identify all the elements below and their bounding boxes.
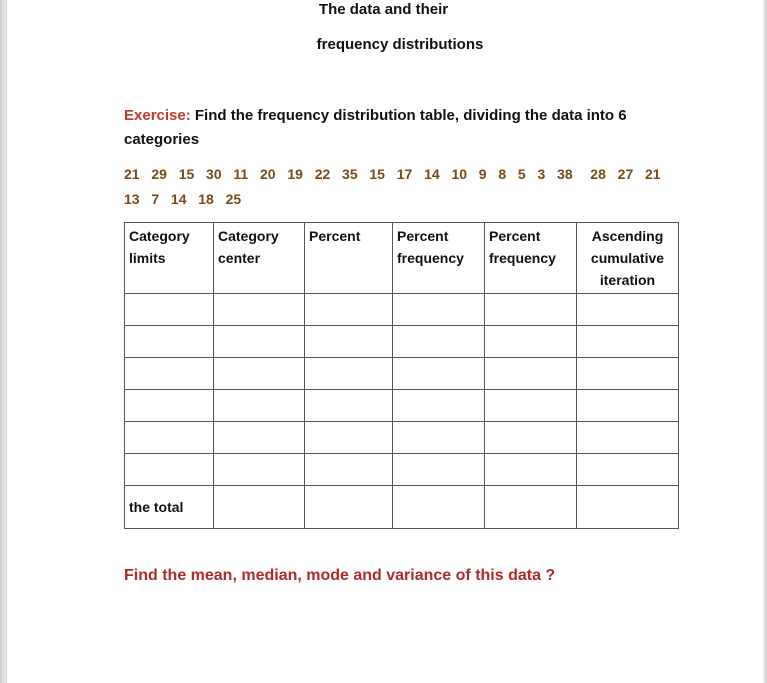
table-row [125, 358, 679, 390]
table-cell [305, 326, 393, 358]
table-row [125, 326, 679, 358]
exercise-label: Exercise: [124, 107, 191, 124]
header-percent-frequency-2: Percent frequency [485, 223, 577, 294]
frequency-distribution-table [124, 222, 679, 529]
table-cell [214, 390, 305, 422]
table-cell [393, 486, 485, 529]
page-title-line-2: frequency distributions [316, 36, 484, 53]
table-cell [577, 294, 679, 326]
table-cell [577, 326, 679, 358]
table-cell [125, 294, 214, 326]
header-percent-frequency: Percent frequency [393, 223, 485, 294]
page-title-line-1: The data and their [318, 1, 449, 18]
table-total-row [125, 486, 679, 529]
header-percent: Percent [305, 223, 393, 294]
table-cell [125, 454, 214, 486]
table-row [125, 294, 679, 326]
table-cell [485, 454, 577, 486]
table-cell [125, 358, 214, 390]
data-values-line-2: 13 7 14 18 25 [124, 191, 242, 207]
table-cell [393, 390, 485, 422]
table-cell [214, 294, 305, 326]
table-cell [393, 294, 485, 326]
exercise-text: Find the frequency distribution table, dividing the data into 6 categories [124, 107, 627, 148]
table-cell [485, 358, 577, 390]
page-left-edge [0, 0, 7, 683]
table-cell [214, 326, 305, 358]
table-cell [577, 454, 679, 486]
header-category-limits: Category limits [125, 223, 214, 294]
header-ascending-cumulative-iteration: Ascending cumulative iteration [577, 223, 679, 294]
table-cell [393, 454, 485, 486]
table-cell [305, 486, 393, 529]
table-cell [305, 454, 393, 486]
table-cell [393, 358, 485, 390]
table-cell [485, 326, 577, 358]
table-row [125, 390, 679, 422]
table-cell [485, 422, 577, 454]
data-values [124, 162, 704, 212]
table-cell [577, 358, 679, 390]
table-cell [305, 422, 393, 454]
table-cell [393, 422, 485, 454]
table-cell [125, 326, 214, 358]
table-cell [577, 390, 679, 422]
table-header-row [125, 223, 679, 294]
page-right-edge [763, 0, 767, 683]
table-cell [577, 486, 679, 529]
table-cell [214, 454, 305, 486]
table-cell [485, 390, 577, 422]
table-cell [125, 422, 214, 454]
question-text: Find the mean, median, mode and variance of this data ? [124, 567, 556, 584]
table-cell [214, 422, 305, 454]
table-cell [214, 358, 305, 390]
table-cell [485, 294, 577, 326]
table-cell [305, 358, 393, 390]
table-cell [577, 422, 679, 454]
table-row [125, 422, 679, 454]
total-label: the total [125, 486, 214, 529]
header-category-center: Category center [214, 223, 305, 294]
table-cell [393, 326, 485, 358]
table-cell [125, 390, 214, 422]
table-cell [485, 486, 577, 529]
data-values-line-1: 21 29 15 30 11 20 19 22 35 15 17 14 10 9 8 5 3 38 28 27 21 [124, 166, 661, 182]
table-cell [214, 486, 305, 529]
table-cell [305, 294, 393, 326]
table-row [125, 454, 679, 486]
exercise-instruction [124, 104, 684, 152]
table-cell [305, 390, 393, 422]
